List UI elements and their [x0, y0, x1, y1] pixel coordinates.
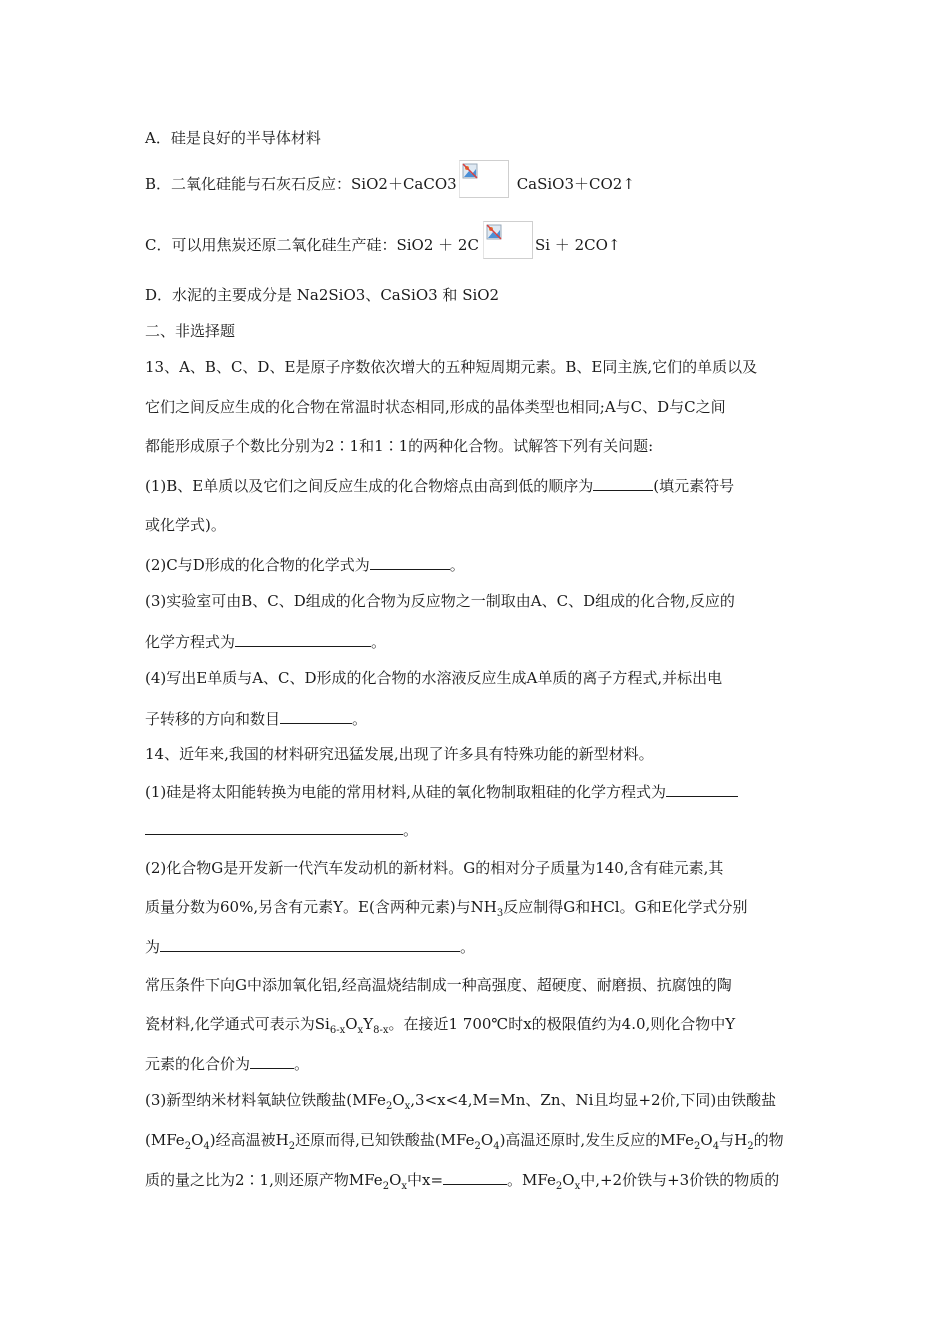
q14-p3-text: O [480, 1131, 494, 1149]
q14-p1-text: (1)硅是将太阳能转换为电能的常用材料,从硅的氧化物制取粗硅的化学方程式为 [145, 783, 667, 801]
q14-p3-text: )经高温被H [209, 1131, 289, 1149]
q13-part-4-cont [145, 708, 805, 729]
q14-p2-text: 。 [294, 1055, 310, 1073]
subscript: 4 [712, 1141, 720, 1152]
q14-p3-text: 与H [719, 1131, 748, 1149]
subscript: 2 [555, 1181, 563, 1192]
subscript: 3 [496, 908, 504, 919]
q14-p2-text: O [345, 1015, 358, 1033]
q13-p4-text: (4)写出E单质与A、C、D形成的化合物的水溶液反应生成A单质的离子方程式,并标出电 [145, 669, 723, 687]
option-c-text: C．可以用焦炭还原二氧化硅生产硅：SiO2 ＋ 2C [145, 236, 479, 254]
q13-text: 都能形成原子个数比分别为2∶1和1∶1的两种化合物。试解答下列有关问题: [145, 437, 654, 455]
q14-p3-text: 。MFe [507, 1171, 556, 1189]
q14-p3-text: )高温还原时,发生反应的MFe [499, 1131, 695, 1149]
section-title-text: 二、非选择题 [145, 322, 236, 340]
q14-part-1-cont [145, 819, 805, 840]
broken-image-icon [459, 160, 509, 198]
subscript: 6-x [329, 1025, 346, 1036]
q13-p1-text: (1)B、E单质以及它们之间反应生成的化合物熔点由高到低的顺序为 [145, 477, 594, 495]
q14-part-2-line-4 [145, 975, 805, 995]
q14-p2-text: 瓷材料,化学通式可表示为Si [145, 1015, 330, 1033]
q14-part-3-line-3 [145, 1169, 805, 1190]
q14-p3-text: (3)新型纳米材料氧缺位铁酸盐(MFe [145, 1091, 386, 1109]
q14-part-1 [145, 781, 805, 802]
q13-line-2 [145, 397, 805, 417]
answer-blank[interactable] [666, 781, 738, 797]
section-title [145, 321, 805, 341]
answer-blank[interactable] [370, 554, 450, 570]
q14-p3-text: O [191, 1131, 204, 1149]
q13-p4-text: 。 [352, 710, 368, 728]
subscript: 8-x [373, 1025, 389, 1036]
q13-p2-text: 。 [449, 556, 465, 574]
answer-blank[interactable] [250, 1053, 294, 1069]
q13-line-1 [145, 357, 805, 377]
q14-p3-text: 的物 [753, 1131, 784, 1149]
q14-p2-text: 。在接近1 700℃时x的极限值约为4.0,则化合物中Y [388, 1015, 736, 1033]
q14-p2-text: 为 [145, 938, 161, 956]
subscript: 2 [184, 1141, 192, 1152]
option-d [145, 285, 805, 305]
subscript: 2 [694, 1141, 701, 1152]
q14-p2-text: 质量分数为60%,另含有元素Y。E(含两种元素)与NH [145, 898, 497, 916]
q14-p3-text: O [392, 1091, 405, 1109]
option-a-text: A．硅是良好的半导体材料 [145, 129, 321, 147]
q14-part-2-line-2 [145, 897, 805, 917]
q14-part-2-line-5 [145, 1014, 805, 1034]
q14-p3-text: 中,+2价铁与+3价铁的物质的 [580, 1171, 780, 1189]
q14-p3-text: O [700, 1131, 713, 1149]
answer-blank[interactable] [593, 475, 653, 491]
answer-blank[interactable] [280, 708, 352, 724]
q14-p3-text: O [389, 1171, 402, 1189]
q14-part-3-line-2 [145, 1130, 805, 1150]
option-b [145, 160, 805, 198]
option-d-text: D．水泥的主要成分是 Na2SiO3、CaSiO3 和 SiO2 [145, 286, 500, 304]
subscript: 4 [493, 1141, 500, 1152]
q14-p3-text: 还原而得,已知铁酸盐(MFe [295, 1131, 475, 1149]
option-b-text: B．二氧化硅能与石灰石反应：SiO2＋CaCO3 [145, 175, 457, 193]
option-c-product: Si ＋ 2CO↑ [534, 236, 621, 254]
q14-p2-text: 。 [460, 938, 476, 956]
subscript: 2 [385, 1101, 393, 1112]
subscript: 2 [747, 1141, 754, 1152]
q13-part-3 [145, 591, 805, 611]
q14-p3-text: O [562, 1171, 575, 1189]
q13-line-3 [145, 436, 805, 456]
q14-p2-text: 反应制得G和HCl。G和E化学式分别 [503, 898, 748, 916]
subscript: x [401, 1181, 408, 1192]
subscript: x [404, 1101, 411, 1112]
q14-p1-text: 。 [403, 821, 419, 839]
q13-p3-text: (3)实验室可由B、C、D组成的化合物为反应物之一制取由A、C、D组成的化合物,反应的 [145, 592, 735, 610]
q14-part-2-line-3 [145, 936, 805, 957]
q13-part-3-cont [145, 631, 805, 652]
q14-p2-text: 常压条件下向G中添加氧化铝,经高温烧结制成一种高强度、超硬度、耐磨损、抗腐蚀的陶 [145, 976, 732, 994]
answer-blank[interactable] [160, 936, 460, 952]
option-b-product: CaSiO3＋CO2↑ [516, 175, 635, 193]
q14-text: 14、近年来,我国的材料研究迅猛发展,出现了许多具有特殊功能的新型材料。 [145, 745, 654, 763]
subscript: 4 [203, 1141, 210, 1152]
subscript: x [357, 1025, 364, 1036]
q14-p2-text: Y [363, 1015, 374, 1033]
q14-part-2-line-6 [145, 1053, 805, 1074]
q13-p2-text: (2)C与D形成的化合物的化学式为 [145, 556, 370, 574]
broken-image-icon [483, 221, 533, 259]
q14-line-1 [145, 744, 805, 764]
q13-part-1 [145, 475, 805, 496]
subscript: 2 [474, 1141, 481, 1152]
answer-blank[interactable] [443, 1169, 507, 1185]
q14-part-2 [145, 858, 805, 878]
option-a [145, 128, 805, 148]
q13-p1-text: 或化学式)。 [145, 516, 226, 534]
q13-p1-text: (填元素符号 [653, 477, 735, 495]
q14-part-3 [145, 1090, 805, 1110]
q13-p3-text: 化学方程式为 [145, 633, 236, 651]
q13-p4-text: 子转移的方向和数目 [145, 710, 281, 728]
q13-text: 它们之间反应生成的化合物在常温时状态相同,形成的晶体类型也相同;A与C、D与C之间 [145, 398, 726, 416]
q14-p2-text: 元素的化合价为 [145, 1055, 251, 1073]
q14-p2-text: (2)化合物G是开发新一代汽车发动机的新材料。G的相对分子质量为140,含有硅元素,其 [145, 859, 724, 877]
q14-p3-text: 中x= [407, 1171, 444, 1189]
subscript: x [574, 1181, 581, 1192]
answer-blank[interactable] [235, 631, 371, 647]
q14-p3-text: (MFe [145, 1131, 185, 1149]
q13-part-1-cont [145, 515, 805, 535]
subscript: 2 [288, 1141, 296, 1152]
q13-text: 13、A、B、C、D、E是原子序数依次增大的五种短周期元素。B、E同主族,它们的单质以及 [145, 358, 758, 376]
q14-p3-text: 质的量之比为2∶1,则还原产物MFe [145, 1171, 383, 1189]
q13-part-4 [145, 668, 805, 688]
q14-p3-text: ,3<x<4,M=Mn、Zn、Ni且均显+2价,下同)由铁酸盐 [410, 1091, 777, 1109]
option-c [145, 221, 805, 259]
answer-blank[interactable] [145, 819, 403, 835]
subscript: 2 [382, 1181, 390, 1192]
q13-p3-text: 。 [371, 633, 387, 651]
q13-part-2 [145, 554, 805, 575]
